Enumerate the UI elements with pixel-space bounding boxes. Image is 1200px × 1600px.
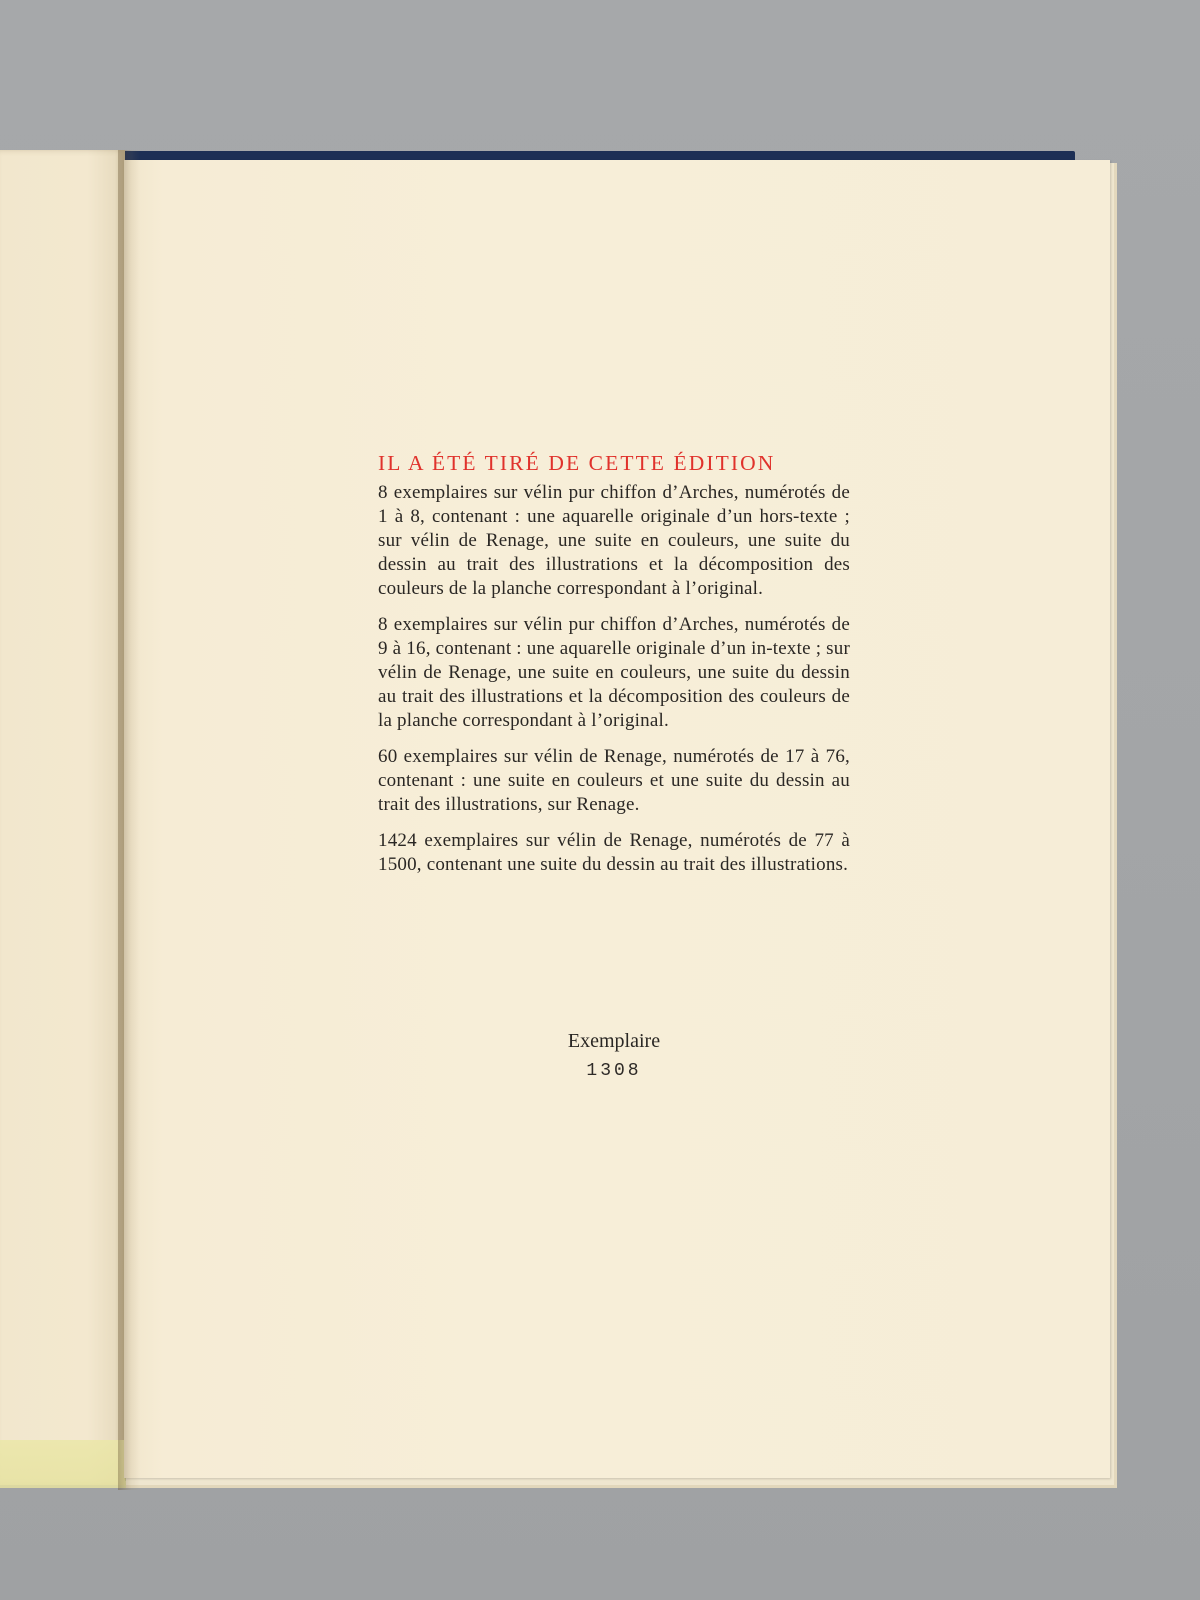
justification-page — [124, 160, 1110, 1478]
paragraph-renage-77-1500: 1424 exemplaires sur vélin de Renage, numérotés de 77 à 1500, contenant une suite du dessin au trait des illustrations. — [378, 830, 850, 875]
justification-heading: IL A ÉTÉ TIRÉ DE CETTE ÉDITION — [378, 451, 776, 475]
justification-text — [378, 450, 850, 889]
gutter-shadow — [118, 150, 140, 1490]
left-page — [0, 150, 125, 1485]
paragraph-renage-17-76: 60 exemplaires sur vélin de Renage, numérotés de 17 à 76, contenant : une suite en couleurs et une suite du dessin au trait des illustrations, sur Renage. — [378, 746, 850, 815]
paragraph-arches-9-16: 8 exemplaires sur vélin pur chiffon d’Arches, numérotés de 9 à 16, contenant : une aquarelle originale d’un in-texte ; sur vélin de Renage, une suite en couleurs, une suite du dessin au trait des illustrations et la décomposition des couleurs de la planche correspondant à l’original. — [378, 614, 850, 731]
copy-number-block — [378, 1028, 850, 1084]
paragraph-arches-1-8: 8 exemplaires sur vélin pur chiffon d’Arches, numérotés de 1 à 8, contenant : une aquarelle originale d’un hors-texte ; sur vélin de Renage, une suite en couleurs, une suite du dessin au trait des illustrations et la décomposition des couleurs de la planche correspondant à l’original. — [378, 482, 850, 599]
copy-number: 1308 — [586, 1061, 642, 1081]
left-page-bottom-edge — [0, 1440, 128, 1488]
copy-label: Exemplaire — [567, 1030, 661, 1052]
